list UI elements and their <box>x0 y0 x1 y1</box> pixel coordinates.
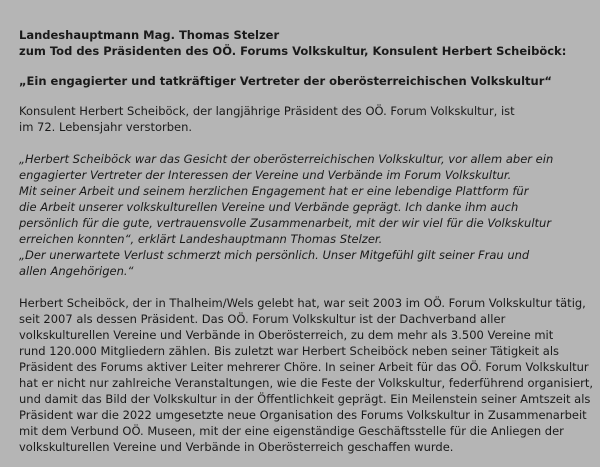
quote-line: Mit seiner Arbeit und seinem herzlichen Engagement hat er eine lebendige Plattform für <box>19 184 529 198</box>
intro-line: Konsulent Herbert Scheiböck, der langjährige Präsident des OÖ. Forum Volkskultur, ist <box>19 104 515 118</box>
headline: „Ein engagierter und tatkräftiger Vertreter der oberösterreichischen Volkskultur“ <box>19 74 552 88</box>
quote-line: „Herbert Scheiböck war das Gesicht der oberösterreichischen Volkskultur, vor allem aber ein <box>19 152 554 166</box>
quote-line: die Arbeit unserer volkskulturellen Vereine und Verbände geprägt. Ich danke ihm auch <box>19 200 519 214</box>
body-line: Präsident war die 2022 umgesetzte neue Organisation des Forums Volkskultur in Zusammenarbeit <box>19 408 587 422</box>
intro-paragraph <box>19 103 589 135</box>
quote-line: engagierter Vertreter der Interessen der Vereine und Verbände im Forum Volkskultur. <box>19 168 512 182</box>
intro-line: im 72. Lebensjahr verstorben. <box>19 120 193 134</box>
quote-paragraph <box>19 151 589 279</box>
body-line: seit 2007 als dessen Präsident. Das OÖ. Forum Volkskultur ist der Dachverband aller <box>19 312 506 326</box>
body-line: Präsident des Forums aktiver Leiter mehrerer Chöre. In seiner Arbeit für das OÖ. Forum Volkskultur <box>19 360 589 374</box>
header-line-2: zum Tod des Präsidenten des OÖ. Forums Volkskultur, Konsulent Herbert Scheiböck: <box>19 44 567 58</box>
header-line-1: Landeshauptmann Mag. Thomas Stelzer <box>19 28 280 42</box>
body-line: volkskulturellen Vereine und Verbände in Oberösterreich, zu dem mehr als 3.500 Vereine mit <box>19 328 554 342</box>
body-line: mit dem Verbund OÖ. Museen, mit der eine eigenständige Geschäftsstelle für die Anliegen der <box>19 424 564 438</box>
quote-line: persönlich für die gute, vertrauensvolle Zusammenarbeit, mit der wir viel für die Volkskultur <box>19 216 552 230</box>
body-paragraph <box>19 295 594 455</box>
quote-line: „Der unerwartete Verlust schmerzt mich persönlich. Unser Mitgefühl gilt seiner Frau und <box>19 248 530 262</box>
body-line: rund 120.000 Mitgliedern zählen. Bis zuletzt war Herbert Scheiböck neben seiner Tätigkeit als <box>19 344 560 358</box>
quote-line: erreichen konnten“, erklärt Landeshauptmann Thomas Stelzer. <box>19 232 383 246</box>
body-line: Herbert Scheiböck, der in Thalheim/Wels gelebt hat, war seit 2003 im OÖ. Forum Volkskultur tätig, <box>19 296 586 310</box>
body-line: hat er nicht nur zahlreiche Veranstaltungen, wie die Feste der Volkskultur, federführend organisiert, <box>19 376 594 390</box>
body-line: und damit das Bild der Volkskultur in der Öffentlichkeit geprägt. Ein Meilenstein seiner Amtszeit als <box>19 392 591 406</box>
press-release <box>19 27 594 455</box>
body-line: volkskulturellen Vereine und Verbände in Oberösterreich geschaffen wurde. <box>19 440 454 454</box>
quote-line: allen Angehörigen.“ <box>19 264 134 278</box>
